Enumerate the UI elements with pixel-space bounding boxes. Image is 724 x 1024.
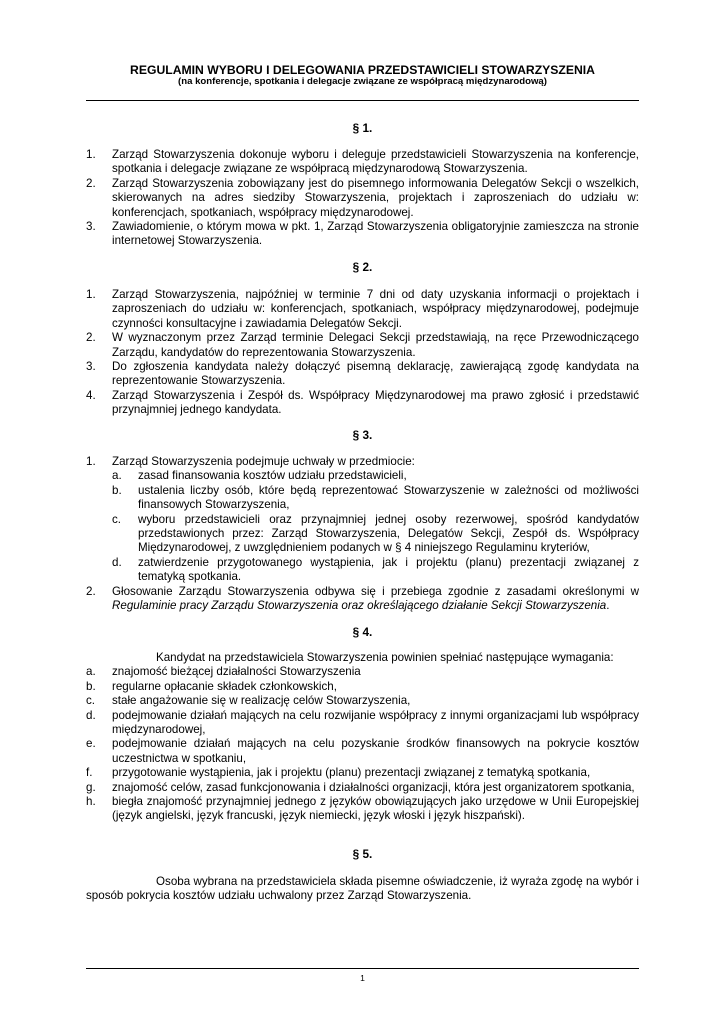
list-item: f. przygotowanie wystąpienia, jak i projektu (planu) prezentacji związanej z tematyką spotkania, [86, 766, 591, 780]
sub-list-item: d. zatwierdzenie przygotowanego wystąpienia, jak i projektu (planu) prezentacji związanej z tematyką spotkania. [112, 555, 639, 584]
list-item: 4. Zarząd Stowarzyszenia i Zespół ds. Współpracy Międzynarodowej ma prawo zgłosić i przedstawić przynajmniej jednego kandydata. [86, 388, 639, 417]
header-divider [86, 100, 639, 101]
page-number: 1 [360, 973, 365, 983]
section-5-heading: § 5. [352, 847, 373, 861]
section-5-text: Osoba wybrana na przedstawiciela składa pisemne oświadczenie, iż wyraża zgodę na wybór i sposób pokrycia kosztów udziału uchwalony przez Zarząd Stowarzyszenia. [86, 875, 639, 903]
sub-list-item: a. zasad finansowania kosztów udziału przedstawicieli, [112, 469, 407, 483]
document-title: REGULAMIN WYBORU I DELEGOWANIA PRZEDSTAWICIELI STOWARZYSZENIA [130, 63, 595, 77]
list-item: 2. Głosowanie Zarządu Stowarzyszenia odbywa się i przebiega zgodnie z zasadami określonymi w Regulaminie pracy Zarządu Stowarzyszenia oraz określającego działanie Sekcji Stowarzyszenia. [86, 584, 639, 613]
list-item: a. znajomość bieżącej działalności Stowarzyszenia [86, 665, 361, 679]
list-item: 1. Zarząd Stowarzyszenia, najpóźniej w terminie 7 dni od daty uzyskania informacji o projektach i zaproszeniach do udziału w: konferencjach, spotkaniach, współpracy międzynarodowej, podejmuje czynności konsultacyjne i zawiadamia Delegatów Sekcji. [86, 288, 639, 330]
section-4-intro: Kandydat na przedstawiciela Stowarzyszenia powinien spełniać następujące wymagania: [156, 651, 614, 664]
list-item: d. podejmowanie działań mających na celu rozwijanie współpracy z innymi organizacjami lub współpracy międzynarodowej, [86, 708, 639, 737]
list-item: 1. Zarząd Stowarzyszenia dokonuje wyboru i deleguje przedstawicieli Stowarzyszenia na konferencje, spotkania i delegacje związane ze współpracą międzynarodową Stowarzyszenia. [86, 148, 639, 176]
list-item: 3. Zawiadomienie, o którym mowa w pkt. 1, Zarząd Stowarzyszenia obligatoryjnie zamieszcza na stronie internetowej Stowarzyszenia. [86, 220, 639, 248]
list-item: g. znajomość celów, zasad funkcjonowania i działalności organizacji, która jest organizatorem spotkania, [86, 780, 635, 794]
list-item: 2. W wyznaczonym przez Zarząd terminie Delegaci Sekcji przedstawiają, na ręce Przewodniczącego Zarządu, kandydatów do reprezentowania Stowarzyszenia. [86, 331, 639, 359]
section-2-heading: § 2. [352, 260, 373, 274]
section-3-list [86, 455, 639, 613]
list-item: 1. Zarząd Stowarzyszenia podejmuje uchwały w przedmiocie: [86, 455, 415, 468]
section-1-heading: § 1. [352, 121, 373, 135]
list-item: c. stałe angażowanie się w realizację celów Stowarzyszenia, [86, 694, 411, 708]
section-4-list [86, 651, 639, 824]
section-1-list [86, 148, 639, 249]
document-subtitle: (na konferencje, spotkania i delegacje związane ze współpracą międzynarodową) [178, 76, 547, 87]
list-item: 3. Do zgłoszenia kandydata należy dołączyć pisemną deklarację, zawierającą zgodę kandydata na reprezentowanie Stowarzyszenia. [86, 360, 639, 388]
section-2-list [86, 288, 639, 418]
section-5-body [86, 875, 639, 904]
list-item: e. podejmowanie działań mających na celu pozyskanie środków finansowych na pokrycie kosztów uczestnictwa w spotkaniu, [86, 737, 639, 765]
list-item: 2. Zarząd Stowarzyszenia zobowiązany jest do pisemnego informowania Delegatów Sekcji o wszelkich, skierowanych na adres siedziby Stowarzyszenia, projektach i zaproszeniach do udziału w: konferencjach, spotkaniach, współpracy międzynarodowej. [86, 176, 639, 219]
section-4-heading: § 4. [352, 625, 373, 639]
section-3-heading: § 3. [352, 428, 373, 442]
list-item: b. regularne opłacanie składek członkowskich, [86, 679, 337, 693]
list-item: h. biegła znajomość przynajmniej jednego z języków obowiązujących jako urzędowe w Unii Europejskiej (język angielski, język francuski, język niemiecki, język włoski i język hiszpański). [86, 795, 639, 823]
sub-list-item: b. ustalenia liczby osób, które będą reprezentować Stowarzyszenie w zależności od możliwości finansowych Stowarzyszenia, [112, 483, 639, 512]
sub-list-item: c. wyboru przedstawicieli oraz przynajmniej jednej osoby rezerwowej, spośród kandydatów przedstawionych przez: Zarząd Stowarzyszenia, Delegatów Sekcji, Zespół ds. Współpracy Międzynarodowej, z uwzględnieniem podanych w § 4 niniejszego Regulaminu kryteriów, [112, 512, 639, 555]
footer-divider [86, 968, 639, 969]
